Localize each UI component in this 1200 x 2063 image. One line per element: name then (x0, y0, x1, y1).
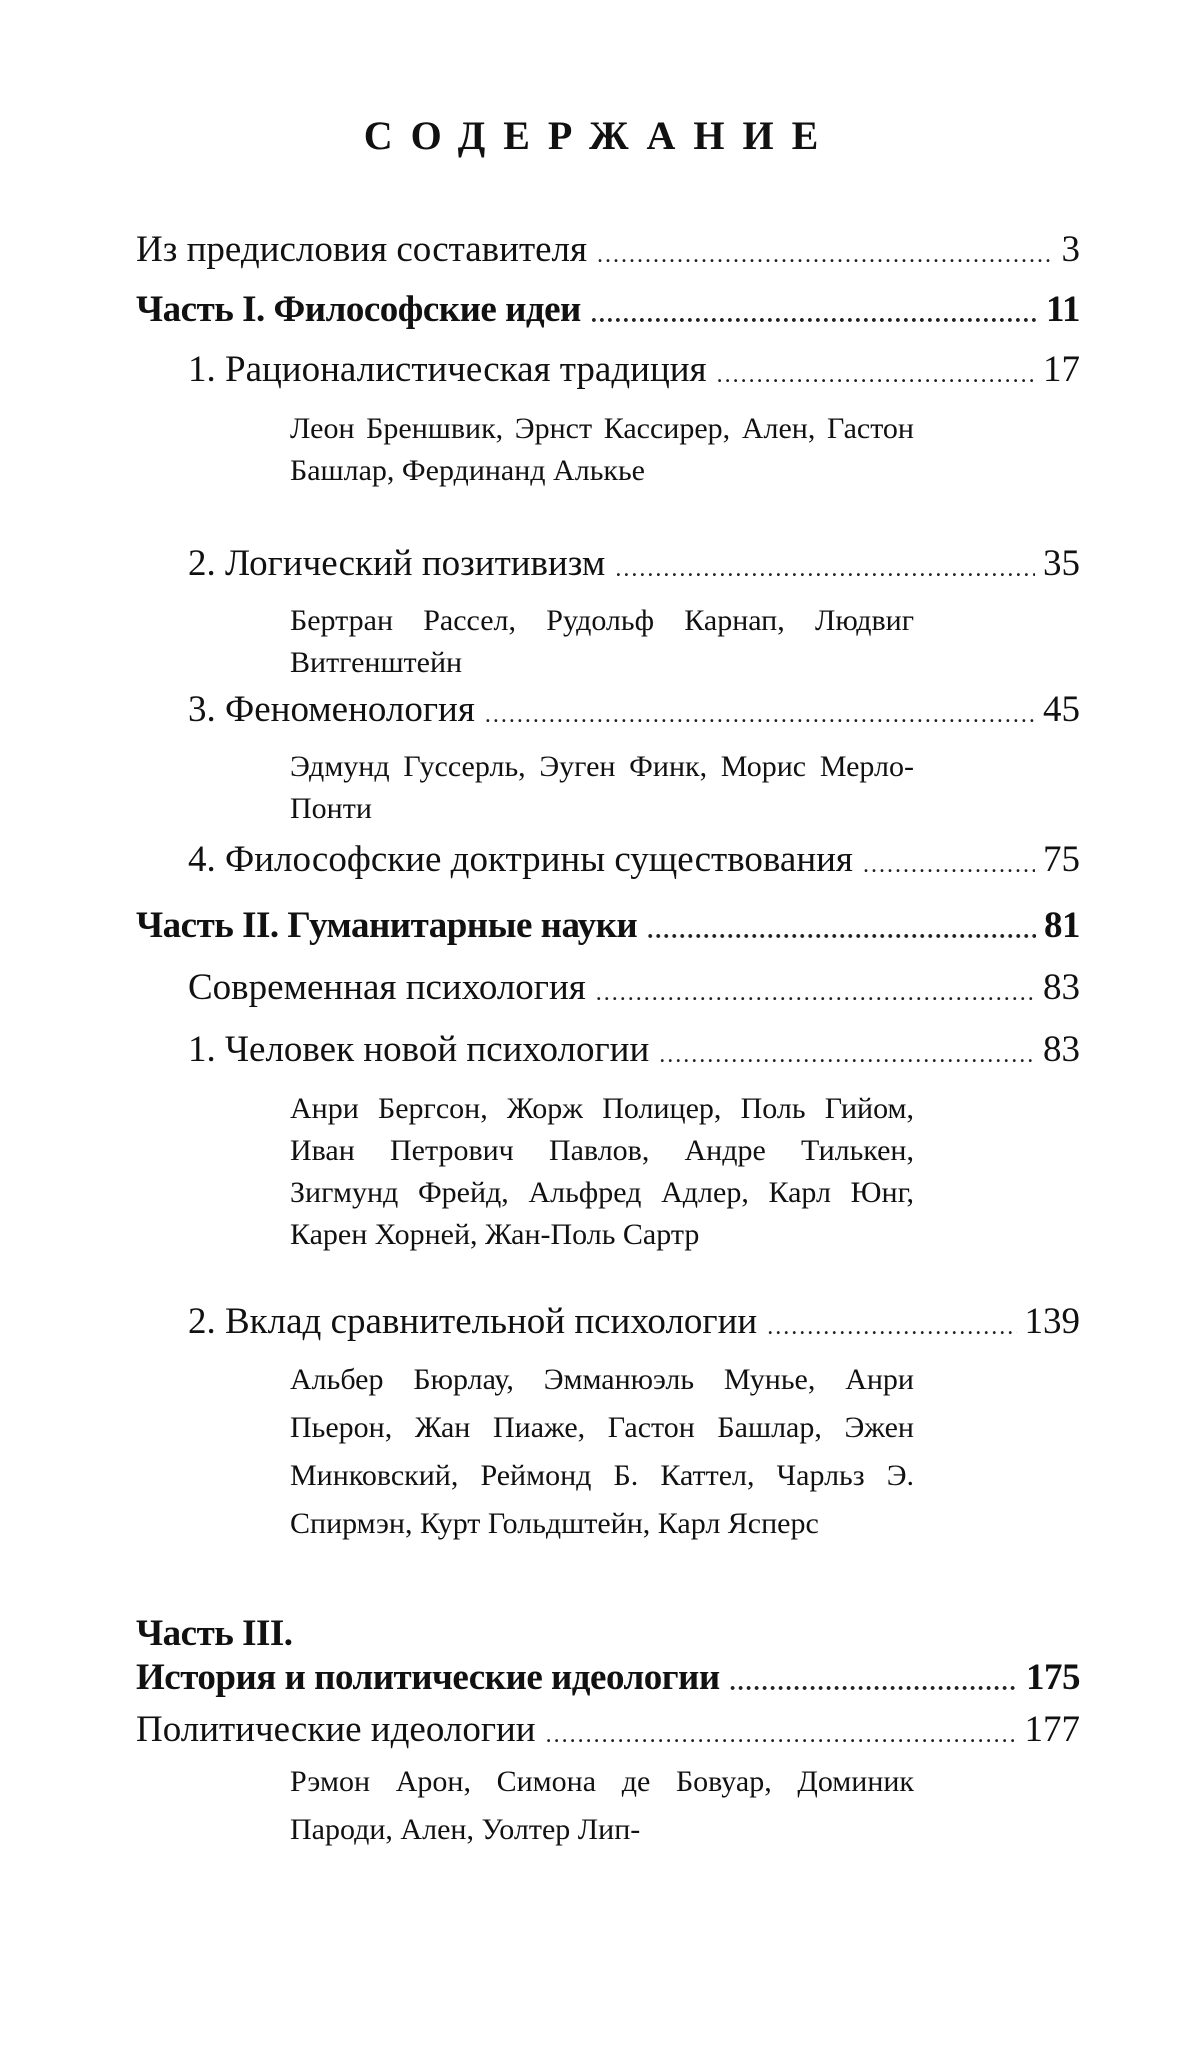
toc-entry-chapter (188, 1300, 1080, 1344)
entry-page: 35 (1043, 543, 1080, 584)
toc-entry-chapter (188, 542, 1080, 586)
entry-title: Часть II. Гуманитарные науки (136, 905, 638, 946)
entry-title: 2. Логический позитивизм (188, 543, 606, 584)
toc-heading: СОДЕРЖАНИЕ (363, 113, 837, 158)
entry-title: 1. Рационалистическая традиция (188, 349, 707, 390)
part-3-label: Часть III. (136, 1613, 293, 1654)
entry-title: Современная психология (188, 967, 586, 1008)
entry-title: Часть I. Философские идеи (136, 289, 581, 330)
toc-entry-preface (136, 228, 1080, 272)
entry-page: 83 (1043, 1029, 1080, 1070)
entry-page: 175 (1026, 1657, 1080, 1698)
chapter-authors: Рэмон Арон, Симона де Бовуар, Доминик Пароди, Ален, Уолтер Лип- (290, 1765, 914, 1846)
toc-entry-section (136, 1708, 1080, 1752)
dot-leader (863, 848, 1035, 882)
dot-leader (615, 552, 1035, 586)
dot-leader (717, 358, 1035, 392)
entry-page: 139 (1024, 1301, 1080, 1342)
entry-page: 17 (1043, 349, 1080, 390)
toc-entry-chapter (188, 1028, 1080, 1072)
chapter-authors: Бертран Рассел, Рудольф Карнап, Людвиг Витгенштейн (290, 604, 914, 679)
dot-leader (659, 1038, 1035, 1072)
entry-title: 4. Философские доктрины существования (188, 839, 853, 880)
dot-leader (485, 698, 1035, 732)
dot-leader (546, 1718, 1017, 1752)
dot-leader (596, 976, 1035, 1010)
entry-title: 2. Вклад сравнительной психологии (188, 1301, 758, 1342)
dot-leader (767, 1310, 1016, 1344)
entry-title: Политические идеологии (136, 1709, 536, 1750)
entry-title: 3. Феноменология (188, 689, 475, 730)
entry-page: 75 (1043, 839, 1080, 880)
entry-title: Из предисловия составителя (136, 229, 588, 270)
dot-leader (591, 298, 1038, 332)
chapter-authors: Анри Бергсон, Жорж Полицер, Поль Гийом, Иван Петрович Павлов, Андре Тилькен, Зигмунд Фрейд, Альфред Адлер, Карл Юнг, Карен Хорней, Жан-Поль Сартр (290, 1092, 914, 1251)
toc-entry-chapter (188, 348, 1080, 392)
entry-page: 45 (1043, 689, 1080, 730)
chapter-authors: Леон Бреншвик, Эрнст Кассирер, Ален, Гастон Башлар, Фердинанд Алькье (290, 412, 914, 487)
toc-entry-section (188, 966, 1080, 1010)
chapter-authors: Альбер Бюрлау, Эмманюэль Мунье, Анри Пьерон, Жан Пиаже, Гастон Башлар, Эжен Минковский, Реймонд Б. Каттел, Чарльз Э. Спирмэн, Курт Гольдштейн, Карл Ясперс (290, 1363, 914, 1540)
entry-page: 11 (1046, 289, 1080, 330)
toc-entry-chapter (188, 838, 1080, 882)
toc-entry-part-1 (136, 288, 1080, 332)
dot-leader (730, 1666, 1018, 1700)
toc-entry-chapter (188, 688, 1080, 732)
entry-title: История и политические идеологии (136, 1657, 720, 1698)
chapter-authors: Эдмунд Гуссерль, Эуген Финк, Морис Мерло-Понти (290, 750, 914, 825)
dot-leader (647, 914, 1036, 948)
dot-leader (597, 238, 1053, 272)
entry-title: 1. Человек новой психологии (188, 1029, 650, 1070)
entry-page: 3 (1061, 229, 1080, 270)
entry-page: 177 (1024, 1709, 1080, 1750)
entry-page: 81 (1044, 905, 1080, 946)
toc-entry-part-2 (136, 904, 1080, 948)
toc-entry-part-3 (136, 1656, 1080, 1700)
entry-page: 83 (1043, 967, 1080, 1008)
